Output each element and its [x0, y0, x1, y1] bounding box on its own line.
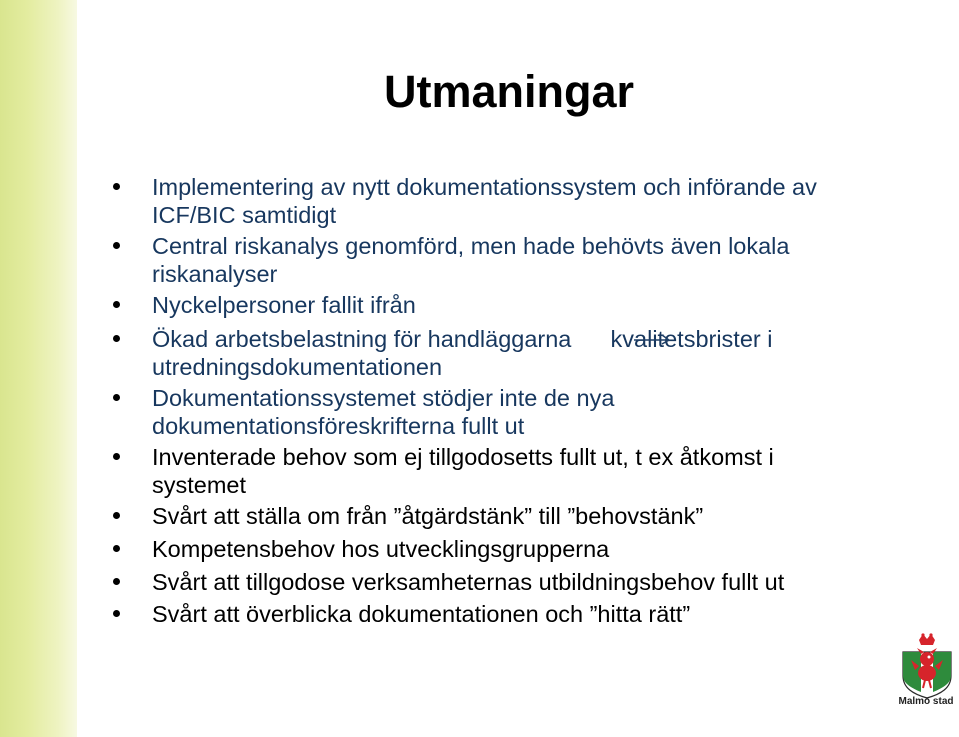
bullet-marker [113, 453, 120, 460]
bullet-line: utredningsdokumentationen [152, 354, 443, 380]
bullet-line: Ökad arbetsbelastning för handläggarna kvalitetsbrister i [152, 326, 773, 352]
bullet-line: riskanalyser [152, 261, 278, 287]
slide-title: Utmaningar [384, 66, 635, 117]
bullet-line: Central riskanalys genomförd, men hade behövts även lokala [152, 233, 790, 259]
bullet-marker [113, 301, 120, 308]
bullet-line: Svårt att ställa om från ”åtgärdstänk” till ”behovstänk” [152, 503, 704, 529]
bullet-line: dokumentationsföreskrifterna fullt ut [152, 413, 525, 439]
bullet-line: ICF/BIC samtidigt [152, 202, 337, 228]
bullet-marker [113, 512, 120, 519]
bullet-line: Svårt att överblicka dokumentationen och ”hitta rätt” [152, 601, 691, 627]
bullet-line: Inventerade behov som ej tillgodosetts fullt ut, t ex åtkomst i [152, 444, 774, 470]
bullet-marker [113, 545, 120, 552]
bullet-line: Implementering av nytt dokumentationssystem och införande av [152, 174, 817, 200]
bullet-marker [113, 335, 120, 342]
bullet-line: systemet [152, 472, 247, 498]
logo-label: Malmö stad [898, 696, 954, 707]
bullet-line: Svårt att tillgodose verksamheternas utbildningsbehov fullt ut [152, 569, 785, 595]
bullet-line: Dokumentationssystemet stödjer inte de nya [152, 385, 615, 411]
bullet-line: Kompetensbehov hos utvecklingsgrupperna [152, 536, 610, 562]
bullet-marker [113, 183, 120, 190]
bullet-marker [113, 242, 120, 249]
bullet-marker [113, 394, 120, 401]
right-arrow-icon [632, 331, 672, 345]
bullet-marker [113, 578, 120, 585]
bullet-marker [113, 610, 120, 617]
bullet-line: Nyckelpersoner fallit ifrån [152, 292, 416, 318]
